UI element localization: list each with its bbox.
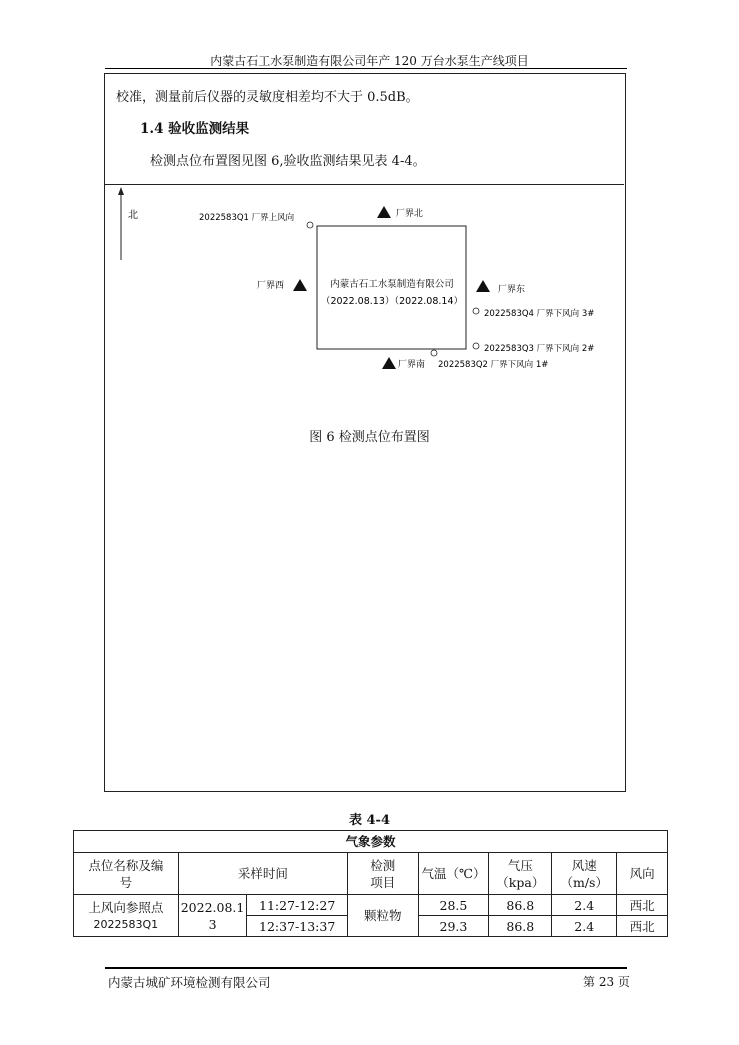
paragraph-calibration: 校准，测量前后仪器的灵敏度相差均不大于 0.5dB。	[116, 90, 419, 105]
header-temperature: 气温（℃）	[418, 853, 489, 895]
table-section-header: 气象参数	[74, 831, 668, 853]
footer-rule	[105, 967, 627, 969]
cell-date	[178, 895, 247, 937]
page-header-title: 内蒙古石工水泵制造有限公司年产 120 万台水泵生产线项目	[210, 54, 529, 68]
cell-time: 11:27-12:27	[247, 895, 348, 916]
header-wind-speed	[552, 853, 617, 895]
cell-item: 颗粒物	[347, 895, 418, 937]
cell-point-name: 上风向参照点	[88, 899, 164, 915]
monitoring-point-diagram	[105, 186, 624, 386]
header-wind-speed-line2: （m/s）	[560, 874, 608, 890]
header-pressure-line1: 气压	[507, 857, 533, 873]
header-pressure-line2: （kpa）	[496, 874, 545, 890]
point-q2-label: 2022583Q2 厂界下风向 1#	[438, 360, 549, 370]
point-east-marker	[476, 280, 490, 292]
point-q1-label: 2022583Q1 厂界上风向	[199, 213, 295, 223]
cell-temperature: 28.5	[418, 895, 489, 916]
cell-date-line2: 3	[208, 916, 217, 932]
cell-time: 12:37-13:37	[247, 916, 348, 937]
table-row	[74, 895, 668, 916]
cell-point	[74, 895, 179, 937]
north-arrow	[118, 187, 124, 260]
header-wind-direction: 风向	[617, 853, 668, 895]
cell-wind-speed: 2.4	[552, 916, 617, 937]
cell-wind-speed: 2.4	[552, 895, 617, 916]
header-pressure	[489, 853, 552, 895]
header-item-line1: 检测	[370, 857, 396, 873]
cell-date-line1: 2022.08.1	[180, 899, 245, 915]
point-q3-marker	[473, 343, 479, 349]
figure-top-rule	[105, 184, 624, 185]
header-rule	[105, 68, 627, 69]
header-item-line2: 项目	[370, 874, 396, 890]
header-point-name	[74, 853, 179, 895]
header-sample-time: 采样时间	[178, 853, 347, 895]
cell-pressure: 86.8	[489, 895, 552, 916]
header-point-name-line2: 号	[119, 874, 133, 890]
paragraph-figure-reference: 检测点位布置图见图 6,验收监测结果见表 4-4。	[150, 154, 426, 169]
footer-page-number: 第 23 页	[583, 975, 630, 989]
cell-temperature: 29.3	[418, 916, 489, 937]
meteorological-table	[73, 830, 668, 937]
figure-caption: 图 6 检测点位布置图	[309, 430, 430, 445]
point-north-marker	[377, 206, 391, 218]
point-west-label: 厂界西	[257, 281, 285, 291]
cell-wind-direction: 西北	[617, 895, 668, 916]
facility-dates: （2022.08.13）（2022.08.14）	[320, 296, 464, 307]
point-north-label: 厂界北	[396, 209, 424, 219]
cell-point-code: 2022583Q1	[93, 917, 159, 931]
header-wind-speed-line1: 风速	[571, 857, 597, 873]
footer-company: 内蒙古城矿环境检测有限公司	[108, 975, 271, 990]
point-south-label: 厂界南	[398, 360, 426, 370]
section-heading: 1.4 验收监测结果	[140, 121, 250, 137]
point-q3-label: 2022583Q3 厂界下风向 2#	[484, 344, 595, 354]
point-q1-marker	[307, 222, 313, 228]
cell-pressure: 86.8	[489, 916, 552, 937]
point-west-marker	[293, 279, 307, 291]
point-east-label: 厂界东	[498, 285, 526, 295]
header-item	[347, 853, 418, 895]
point-q4-label: 2022583Q4 厂界下风向 3#	[484, 309, 595, 319]
point-south-marker	[382, 357, 396, 369]
facility-name: 内蒙古石工水泵制造有限公司	[330, 279, 454, 290]
header-point-name-line1: 点位名称及编	[88, 857, 164, 873]
table-title: 表 4-4	[348, 813, 390, 828]
point-q2-marker	[431, 350, 437, 356]
point-q4-marker	[473, 308, 479, 314]
north-label: 北	[128, 210, 138, 221]
cell-wind-direction: 西北	[617, 916, 668, 937]
